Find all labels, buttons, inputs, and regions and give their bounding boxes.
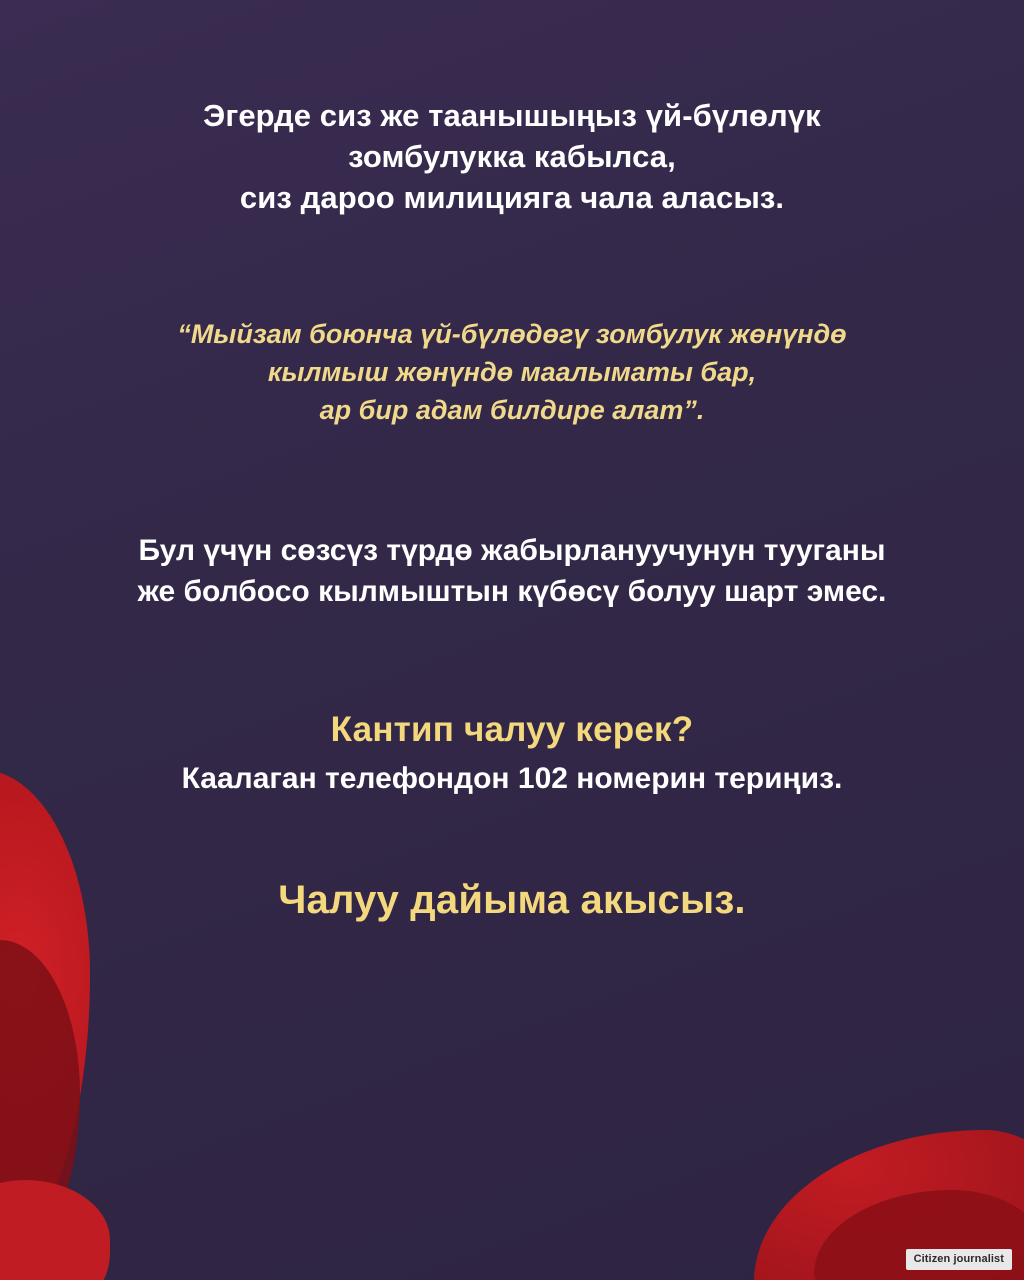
- lead-paragraph: [58, 96, 966, 219]
- law-quote: [58, 315, 966, 430]
- howto-heading: Кантип чалуу керек?: [330, 709, 694, 749]
- quote-line-2: кылмыш жөнүндө маалыматы бар,: [267, 357, 757, 388]
- lead-line-1: Эгерде сиз же таанышыңыз үй-бүлөлүк: [203, 98, 821, 133]
- howto-instruction: Каалаган телефондон 102 номерин териңиз.: [181, 761, 843, 795]
- quote-line-3: ар бир адам билдире алат”.: [319, 395, 705, 426]
- red-brush-shape-left-tertiary: [0, 1180, 110, 1280]
- body-line-2: же болбосо кылмыштын күбөсү болуу шарт эмес.: [137, 574, 887, 608]
- lead-line-2: зомбулукка кабылса,: [348, 138, 676, 174]
- credit-badge: Citizen journalist: [906, 1249, 1012, 1270]
- body-paragraph: [58, 530, 966, 612]
- quote-line-1: “Мыйзам боюнча үй-бүлөдөгү зомбулук жөнүндө: [177, 318, 847, 349]
- body-line-1: Бул үчүн сөзсүз түрдө жабырлануучунун тууганы: [138, 533, 886, 567]
- free-call-statement: Чалуу дайыма акысыз.: [278, 877, 746, 922]
- lead-line-3: сиз дароо милицияга чала аласыз.: [239, 179, 785, 215]
